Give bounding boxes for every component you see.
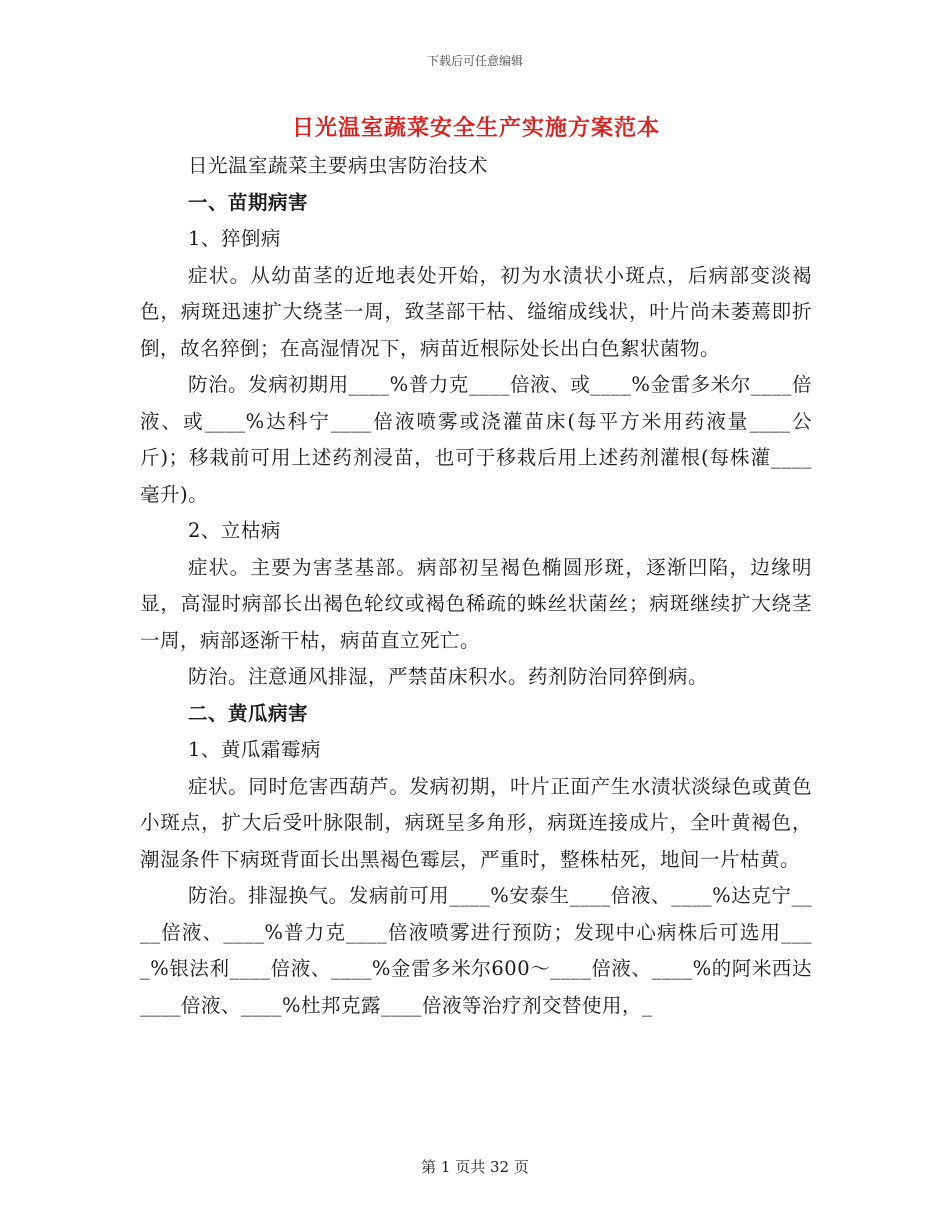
subheading-downy-mildew: 1、黄瓜霜霉病 [188, 738, 321, 761]
page-header-note: 下载后可任意编辑 [426, 54, 523, 68]
document-body [140, 112, 812, 1024]
paragraph-symptoms: 症状。主要为害茎基部。病部初呈褐色椭圆形斑，逐渐凹陷，边缘明显，高湿时病部长出褐色轮纹或褐色稀疏的蛛丝状菌丝；病斑继续扩大绕茎一周，病部逐渐干枯，病苗直立死亡。 [140, 555, 812, 652]
paragraph-control: 防治。发病初期用____%普力克____倍液、或____%金雷多米尔____倍液、或____%达科宁____倍液喷雾或浇灌苗床(每平方米用药液量____公斤)；移栽前可用上述药剂浸苗，也可于移栽后用上述药剂灌根(每株灌____毫升)。 [140, 373, 812, 506]
document-title: 日光温室蔬菜安全生产实施方案范本 [291, 115, 660, 141]
subheading-rhizoctonia: 2、立枯病 [188, 519, 281, 542]
subheading-damping-off: 1、猝倒病 [188, 227, 281, 250]
section-heading-cucumber: 二、黄瓜病害 [188, 701, 309, 725]
paragraph-control: 防治。排湿换气。发病前可用____%安泰生____倍液、____%达克宁____倍液、____%普力克____倍液喷雾进行预防；发现中心病株后可选用____%银法利____倍液、____%金雷多米尔600～____倍液、____%的阿米西达____倍液、____%杜邦克露____倍液等治疗剂交替使用，_ [140, 884, 812, 1017]
paragraph-subtitle: 日光温室蔬菜主要病虫害防治技术 [188, 154, 489, 177]
page-number: 第 1 页共 32 页 [421, 1158, 529, 1176]
paragraph-control: 防治。注意通风排湿，严禁苗床积水。药剂防治同猝倒病。 [188, 665, 709, 688]
section-heading-seedling: 一、苗期病害 [188, 190, 309, 214]
paragraph-symptoms: 症状。从幼苗茎的近地表处开始，初为水渍状小斑点，后病部变淡褐色，病斑迅速扩大绕茎一周，致茎部干枯、缢缩成线状，叶片尚未萎蔫即折倒，故名猝倒；在高湿情况下，病苗近根际处长出白色絮状菌物。 [140, 263, 812, 360]
paragraph-symptoms: 症状。同时危害西葫芦。发病初期，叶片正面产生水渍状淡绿色或黄色小斑点，扩大后受叶脉限制，病斑呈多角形，病斑连接成片，全叶黄褐色，潮湿条件下病斑背面长出黑褐色霉层，严重时，整株枯死，地间一片枯黄。 [140, 774, 812, 871]
